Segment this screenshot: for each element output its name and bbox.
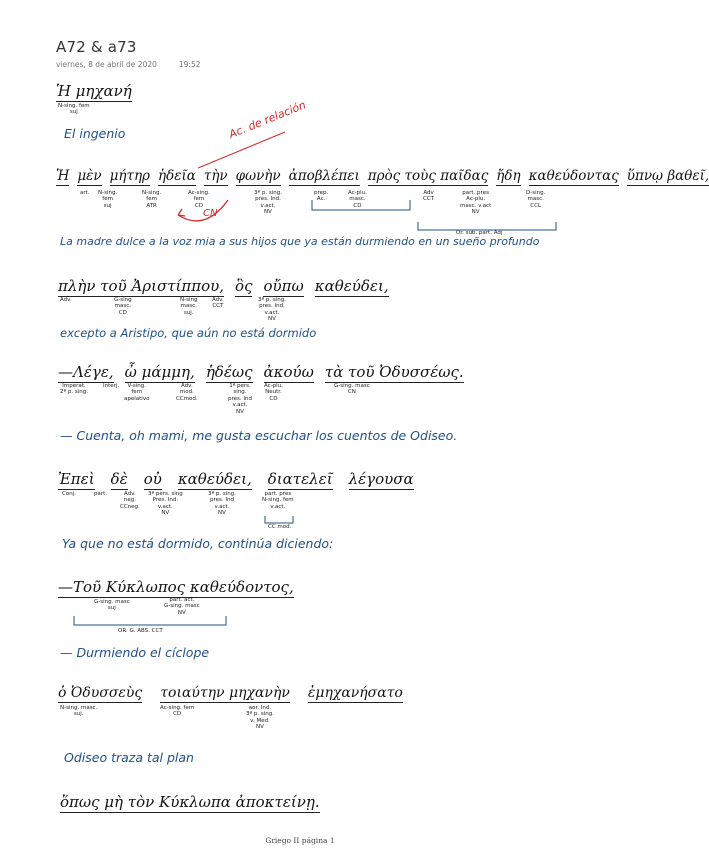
greek-word: ἀκούω bbox=[263, 363, 314, 381]
red-annotation: Ac. de relación bbox=[227, 98, 308, 141]
page-timestamp bbox=[56, 60, 201, 69]
grammar-note: Ac-sing. fem CD bbox=[160, 705, 195, 718]
greek-line bbox=[58, 685, 403, 703]
spanish-translation: El ingenio bbox=[64, 126, 126, 141]
greek-word: Ἡ bbox=[56, 168, 70, 184]
greek-word: οὐ bbox=[143, 470, 162, 488]
greek-word: ὃς bbox=[235, 277, 253, 295]
greek-word: πρὸς τοὺς παῖδας bbox=[367, 168, 489, 184]
greek-word: λέγουσα bbox=[348, 470, 414, 488]
greek-word: —Τοῦ Κύκλωπος καθεύδοντος, bbox=[58, 578, 294, 596]
greek-word: ὅπως μὴ τὸν Κύκλωπα ἀποκτείνῃ. bbox=[60, 793, 320, 811]
red-pointer bbox=[198, 132, 285, 168]
greek-word: καθεύδει, bbox=[177, 470, 252, 488]
greek-line bbox=[60, 793, 320, 813]
greek-line bbox=[58, 363, 464, 383]
spanish-translation: Odiseo traza tal plan bbox=[64, 750, 194, 765]
bracket-genitive-absolute bbox=[74, 616, 226, 625]
greek-word: τὰ τοῦ Ὀδυσσέως. bbox=[324, 363, 464, 381]
grammar-note: G-sing masc. CD bbox=[114, 297, 132, 316]
spanish-translation: La madre dulce a la voz mia a sus hijos que ya están durmiendo en un sueño profundo bbox=[60, 235, 540, 248]
greek-word: δὲ bbox=[110, 470, 128, 488]
greek-word: —Λέγε, bbox=[58, 363, 114, 381]
greek-line bbox=[56, 82, 132, 102]
grammar-note: N-sing. fem suj bbox=[98, 190, 118, 209]
spanish-translation: — Cuenta, oh mami, me gusta escuchar los cuentos de Odiseo. bbox=[60, 428, 458, 443]
greek-word: καθεύδει, bbox=[314, 277, 389, 295]
grammar-note: art. bbox=[80, 190, 90, 196]
grammar-note: OR. G. ABS. CCT bbox=[118, 628, 163, 634]
greek-line bbox=[56, 168, 709, 186]
grammar-note: part. pres N-sing. fem v.act. bbox=[262, 491, 294, 510]
grammar-note: Adv. mod. CCmod. bbox=[176, 383, 198, 402]
page-date: viernes, 8 de abril de 2020 bbox=[56, 60, 157, 69]
grammar-note: Adv CCT bbox=[423, 190, 435, 203]
grammar-note: CC mod. bbox=[268, 524, 292, 530]
grammar-note: part. act. G-sing. masc NV bbox=[164, 597, 200, 616]
grammar-note: Conj. bbox=[62, 491, 76, 497]
grammar-note: Ac-sing. fem CD bbox=[188, 190, 210, 209]
grammar-note: prep. Ac. bbox=[314, 190, 329, 203]
greek-word: ἀποβλέπει bbox=[288, 168, 360, 184]
spanish-translation: excepto a Aristipo, que aún no está dormido bbox=[60, 326, 317, 340]
greek-word: ἡδεῖα bbox=[158, 168, 196, 184]
grammar-note: part. pres Ac-plu. masc. v.act NV bbox=[460, 190, 492, 216]
red-cn-label: CN bbox=[203, 208, 218, 219]
greek-word: ὁ Ὀδυσσεὺς bbox=[58, 685, 143, 701]
grammar-note: V-sing. fem apelativo bbox=[124, 383, 150, 402]
red-arrow-head bbox=[178, 209, 185, 216]
grammar-note: Adv. CCT bbox=[212, 297, 224, 310]
grammar-note: 1ª pers. sing. pres. Ind v.act. NV bbox=[228, 383, 252, 415]
greek-word: Ἡ μηχανή bbox=[56, 82, 132, 100]
greek-word: πλὴν τοῦ Ἀριστίππου, bbox=[58, 277, 225, 295]
greek-word: φωνὴν bbox=[235, 168, 281, 184]
greek-word: μήτηρ bbox=[109, 168, 150, 184]
grammar-note: 3ª pers. sing Pres. Ind. v.act. NV bbox=[148, 491, 183, 517]
spanish-translation: — Durmiendo el cíclope bbox=[60, 645, 210, 660]
greek-word: καθεύδοντας bbox=[528, 168, 619, 184]
grammar-note: Imperat. 2ª p. sing. bbox=[60, 383, 88, 396]
grammar-note: Adv. neg. CCneg. bbox=[120, 491, 140, 510]
grammar-note: D-sing. masc. CCL bbox=[526, 190, 546, 209]
grammar-note: N-sing. masc. suj. bbox=[60, 705, 98, 718]
page-footer: Griego II página 1 bbox=[265, 836, 335, 845]
greek-word: μὲν bbox=[77, 168, 102, 184]
greek-word: ἡδέως bbox=[205, 363, 253, 381]
greek-line bbox=[58, 470, 414, 490]
bracket-cc-mod bbox=[265, 516, 293, 523]
grammar-note: Ac-plu. masc. CD bbox=[348, 190, 367, 209]
grammar-note: aor. Ind. 3ª p. sing. v. Med. NV bbox=[246, 705, 274, 731]
grammar-note: G-sing. masc CN bbox=[334, 383, 370, 396]
grammar-note: G-sing. masc suj bbox=[94, 599, 130, 612]
greek-word: οὔπω bbox=[263, 277, 304, 295]
greek-line bbox=[58, 578, 294, 598]
greek-word: τὴν bbox=[203, 168, 228, 184]
grammar-note: part. bbox=[94, 491, 108, 497]
grammar-note: 3ª p. sing. pres. Ind v.act. NV bbox=[208, 491, 236, 517]
grammar-note: Adv. bbox=[60, 297, 72, 303]
grammar-note: N-sing masc. suj. bbox=[180, 297, 198, 316]
page-title: A72 & a73 bbox=[56, 38, 137, 56]
greek-word: ὦ μάμμη, bbox=[124, 363, 195, 381]
grammar-note: 3ª p. sing. pres. Ind. v.act. NV bbox=[254, 190, 282, 216]
greek-word: τοιαύτην μηχανὴν bbox=[160, 685, 290, 701]
greek-word: ἤδη bbox=[496, 168, 521, 184]
grammar-note: Interj. bbox=[103, 383, 120, 389]
grammar-note: Or. sub. part. Adj bbox=[456, 230, 503, 236]
greek-word: Ἐπεὶ bbox=[58, 470, 95, 488]
grammar-note: N-sing. fem suj bbox=[58, 103, 90, 116]
greek-word: διατελεῖ bbox=[267, 470, 333, 488]
greek-word: ὕπνῳ βαθεῖ, bbox=[626, 168, 709, 184]
page-time: 19:52 bbox=[178, 60, 201, 69]
bracket-participle bbox=[418, 222, 556, 230]
greek-line bbox=[58, 277, 389, 297]
grammar-note: N-sing. fem ATR bbox=[142, 190, 162, 209]
greek-word: ἐμηχανήσατο bbox=[307, 685, 403, 701]
spanish-translation: Ya que no está dormido, continúa diciendo: bbox=[62, 536, 334, 551]
grammar-note: Ac-plu. Neutr. CD bbox=[264, 383, 283, 402]
grammar-note: 3ª p. sing. pres. Ind. v.act. NV bbox=[258, 297, 286, 323]
